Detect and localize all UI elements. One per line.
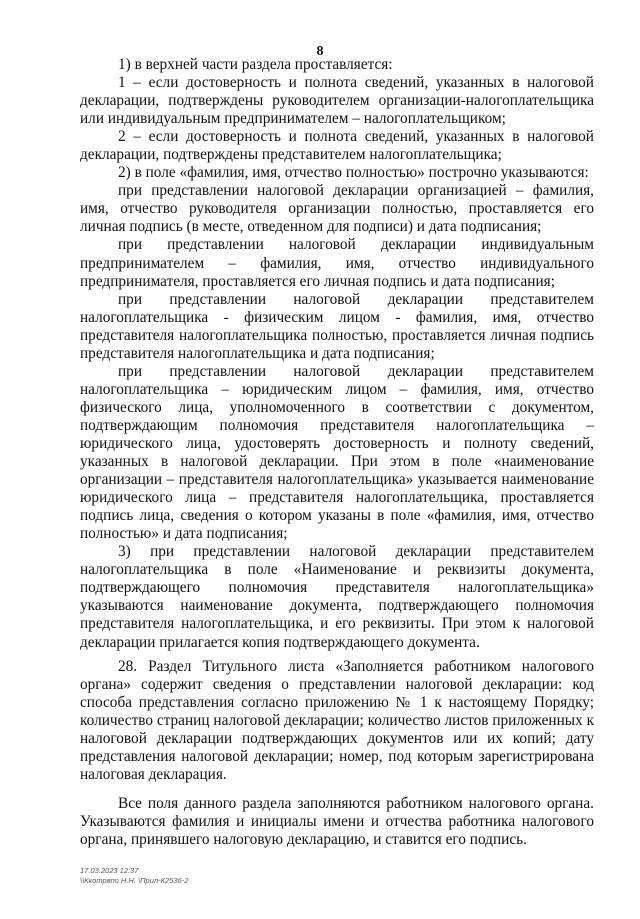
document-body bbox=[80, 56, 594, 849]
section-28-paragraph: 28. Раздел Титульного листа «Заполняется работником налогового органа» содержит сведения о представлении налоговой декларации: код способа представления согласно приложению № 1 к настоящему Порядку; количество страниц налоговой декларации; количество листов приложенных к налоговой декларации подтверждающих документов или их копий; дату представления налоговой декларации; номер, под которым зарегистрирована налоговая декларация. bbox=[80, 657, 594, 783]
paragraph: при представлении налоговой декларации представителем налогоплательщика - физическим лицом - фамилия, имя, отчество представителя налогоплательщика полностью, проставляется личная подпись представителя налогоплательщика и дата подписания; bbox=[80, 290, 594, 362]
document-footer bbox=[80, 866, 188, 885]
paragraph: 1 – если достоверность и полнота сведений, указанных в налоговой декларации, подтверждены руководителем организации-налогоплательщика или индивидуальным предпринимателем – налогоплательщиком; bbox=[80, 74, 594, 128]
paragraph: 2) в поле «фамилия, имя, отчество полностью» построчно указываются: bbox=[118, 164, 589, 182]
footer-timestamp: 17.03.2023 12:37 bbox=[80, 866, 139, 875]
paragraph: 2 – если достоверность и полнота сведений, указанных в налоговой декларации, подтверждены представителем налогоплательщика; bbox=[80, 128, 594, 164]
page-number: 8 bbox=[316, 44, 324, 59]
paragraph: Все поля данного раздела заполняются работником налогового органа. Указываются фамилия и инициалы имени и отчества работника налогового органа, принявшего налоговую декларацию, и ставится его подпись. bbox=[80, 794, 594, 848]
paragraph: 1) в верхней части раздела проставляется: bbox=[118, 56, 393, 73]
paragraph: при представлении налоговой декларации индивидуальным предпринимателем – фамилия, имя, отчество индивидуального предпринимателя, проставляется его личная подпись и дата подписания; bbox=[80, 236, 594, 290]
footer-doc-ref: \\Ккотрвпо Н.Н. \Прил-К2536-2 bbox=[80, 875, 189, 885]
paragraph: 3) при представлении налоговой декларации представителем налогоплательщика в поле «Наименование и реквизиты документа, подтверждающего полномочия представителя налогоплательщика» указываются наименование документа, подтверждающего полномочия представителя налогоплательщика, и его реквизиты. При этом к налоговой декларации прилагается копия подтверждающего документа. bbox=[80, 543, 594, 651]
paragraph: при представлении налоговой декларации организацией – фамилия, имя, отчество руководителя организации полностью, проставляется его личная подпись (в месте, отведенном для подписи) и дата подписания; bbox=[80, 182, 594, 236]
paragraph: при представлении налоговой декларации представителем налогоплательщика – юридическим лицом – фамилия, имя, отчество физического лица, уполномоченного в соответствии с документом, подтверждающим полномочия представителя налогоплательщика – юридического лица, удостоверять достоверность и полноту сведений, указанных в налоговой декларации. При этом в поле «наименование организации – представителя налогоплательщика» указывается наименование юридического лица – представителя налогоплательщика, проставляется подпись лица, сведения о котором указаны в поле «фамилия, имя, отчество полностью» и дата подписания; bbox=[80, 362, 594, 543]
